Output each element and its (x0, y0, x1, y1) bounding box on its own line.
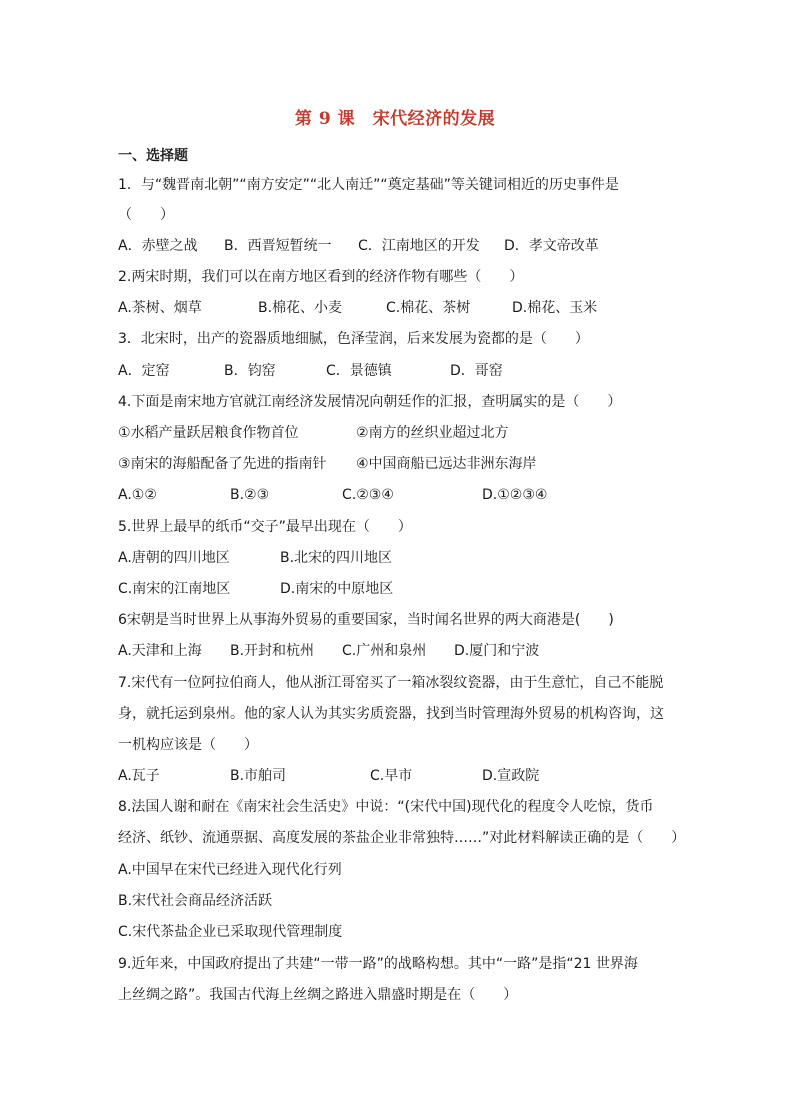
question-7-option-c: C.早市 (370, 768, 413, 784)
question-7-line-3: 一机构应该是（ ） (118, 737, 258, 753)
question-9-line-1: 9.近年来，中国政府提出了共建“一带一路”的战略构想。其中“一路”是指“21 世界海 (118, 956, 638, 972)
question-5-option-c: C.南宋的江南地区 (118, 581, 231, 597)
question-4-statement-1: ①水稻产量跃居粮食作物首位 (118, 425, 299, 441)
question-1-line-2: （ ） (118, 207, 174, 223)
question-3-option-d: D．哥窑 (450, 363, 503, 379)
question-6-option-d: D.厦门和宁波 (454, 643, 540, 659)
question-4-statement-3: ③南宋的海船配备了先进的指南针 (118, 456, 327, 472)
question-2-option-d: D.棉花、玉米 (512, 300, 598, 316)
question-4-option-c: C.②③④ (342, 487, 394, 503)
lesson-title: 第 9 课 宋代经济的发展 (294, 109, 496, 129)
question-4-option-b: B.②③ (230, 487, 270, 503)
question-4-statement-2: ②南方的丝织业超过北方 (356, 425, 509, 441)
question-7-option-a: A.瓦子 (118, 768, 160, 784)
question-6-line-1: 6宋朝是当时世界上从事海外贸易的重要国家，当时闻名世界的两大商港是( ) (118, 612, 614, 628)
question-4-statement-4: ④中国商船已远达非洲东海岸 (356, 456, 537, 472)
question-9-line-2: 上丝绸之路”。我国古代海上丝绸之路进入鼎盛时期是在（ ） (118, 987, 518, 1003)
question-6-option-b: B.开封和杭州 (230, 643, 315, 659)
question-1-option-a: A．赤壁之战 (118, 238, 198, 254)
question-3-option-b: B．钧窑 (224, 363, 276, 379)
question-8-option-b: B.宋代社会商品经济活跃 (118, 893, 273, 909)
question-1-option-c: C．江南地区的开发 (358, 238, 480, 254)
question-4-option-a: A.①② (118, 487, 157, 503)
question-8-line-2: 经济、纸钞、流通票据、高度发展的茶盐企业非常独特……”对此材料解读正确的是（ ） (118, 830, 686, 846)
question-3-option-a: A．定窑 (118, 363, 170, 379)
question-1-option-d: D．孝文帝改革 (504, 238, 599, 254)
question-5-option-b: B.北宋的四川地区 (280, 550, 393, 566)
question-7-line-2: 身，就托运到泉州。他的家人认为其实劣质瓷器，找到当时管理海外贸易的机构咨询，这 (118, 706, 664, 722)
question-4-line-1: 4.下面是南宋地方官就江南经济发展情况向朝廷作的汇报，查明属实的是（ ） (118, 394, 622, 410)
question-1-option-b: B．西晋短暂统一 (224, 238, 332, 254)
question-1-line-1: 1．与“魏晋南北朝”“南方安定”“北人南迁”“奠定基础”等关键词相近的历史事件是 (118, 177, 619, 193)
question-6-option-c: C.广州和泉州 (342, 643, 427, 659)
question-5-option-a: A.唐朝的四川地区 (118, 550, 230, 566)
question-7-option-b: B.市舶司 (230, 768, 287, 784)
question-7-option-d: D.宣政院 (482, 768, 540, 784)
question-7-line-1: 7.宋代有一位阿拉伯商人，他从浙江哥窑买了一箱冰裂纹瓷器，由于生意忙，自己不能脱 (118, 675, 664, 691)
section-heading: 一、选择题 (118, 148, 188, 164)
question-3-option-c: C．景德镇 (326, 363, 392, 379)
question-3-line-1: 3．北宋时，出产的瓷器质地细腻，色泽莹润，后来发展为瓷都的是（ ） (118, 331, 589, 347)
question-8-option-a: A.中国早在宋代已经进入现代化行列 (118, 862, 342, 878)
question-2-line-1: 2.两宋时期，我们可以在南方地区看到的经济作物有哪些（ ） (118, 269, 524, 285)
question-6-option-a: A.天津和上海 (118, 643, 202, 659)
question-2-option-a: A.茶树、烟草 (118, 300, 202, 316)
question-5-line-1: 5.世界上最早的纸币“交子”最早出现在（ ） (118, 519, 412, 535)
question-2-option-b: B.棉花、小麦 (258, 300, 343, 316)
question-8-option-c: C.宋代茶盐企业已采取现代管理制度 (118, 924, 343, 940)
question-4-option-d: D.①②③④ (482, 487, 548, 503)
question-5-option-d: D.南宋的中原地区 (280, 581, 394, 597)
question-8-line-1: 8.法国人谢和耐在《南宋社会生活史》中说：“(宋代中国)现代化的程度令人吃惊，货币 (118, 799, 654, 815)
question-2-option-c: C.棉花、茶树 (386, 300, 471, 316)
